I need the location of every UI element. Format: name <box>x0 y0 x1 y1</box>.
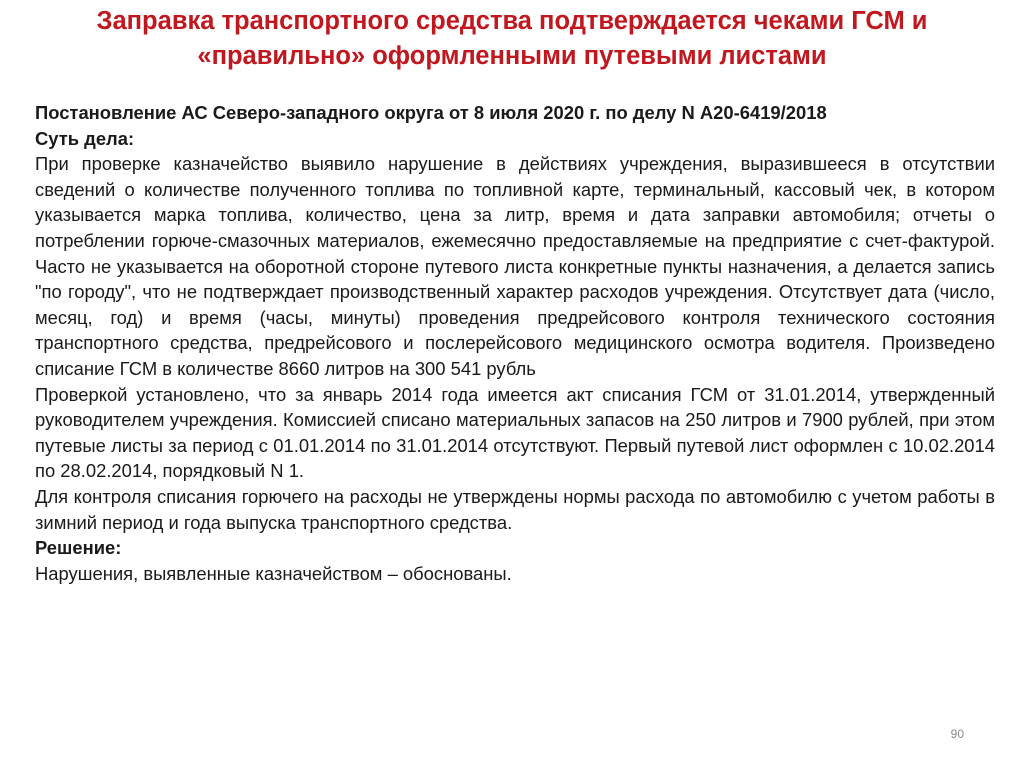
essence-paragraph-1: При проверке казначейство выявило нарушение в действиях учреждения, выразившееся в отсутствии сведений о количестве полученного топлива по топливной карте, терминальный, кассовый чек, в котором указывается марка топлива, количество, цена за литр, время и дата заправки автомобиля; отчеты о потреблении горюче-смазочных материалов, ежемесячно предоставляемые на предприятие с счет-фактурой. Часто не указывается на оборотной стороне путевого листа конкретные пункты назначения, а делается запись "по городу", что не подтверждает производственный характер расходов учреждения. Отсутствует дата (число, месяц, год) и время (часы, минуты) проведения предрейсового контроля технического состояния транспортного средства, предрейсового и послерейсового медицинского осмотра водителя. Произведено списание ГСМ в количестве 8660 литров на 300 541 рубль <box>35 153 995 379</box>
slide-title: Заправка транспортного средства подтверждается чеками ГСМ и «правильно» оформленными путевыми листами <box>96 7 928 70</box>
decision-heading: Решение: <box>35 537 122 559</box>
essence-paragraph-2: Проверкой установлено, что за январь 2014 года имеется акт списания ГСМ от 31.01.2014, утвержденный руководителем учреждения. Комиссией списано материальных запасов на 250 литров и 7900 рублей, при этом путевые листы за период с 01.01.2014 по 31.01.2014 отсутствуют. Первый путевой лист оформлен с 10.02.2014 по 28.02.2014, порядковый N 1. <box>35 383 995 482</box>
essence-heading: Суть дела: <box>35 127 135 149</box>
case-reference: Постановление АС Северо-западного округа от 8 июля 2020 г. по делу N А20-6419/2018 <box>35 102 827 123</box>
essence-paragraph-3: Для контроля списания горючего на расходы не утверждены нормы расхода по автомобилю с учетом работы в зимний период и года выпуска транспортного средства. <box>35 485 995 533</box>
slide-body <box>35 100 995 586</box>
decision-text: Нарушения, выявленные казначейством – обоснованы. <box>35 562 512 584</box>
page-number: 90 <box>950 727 964 741</box>
